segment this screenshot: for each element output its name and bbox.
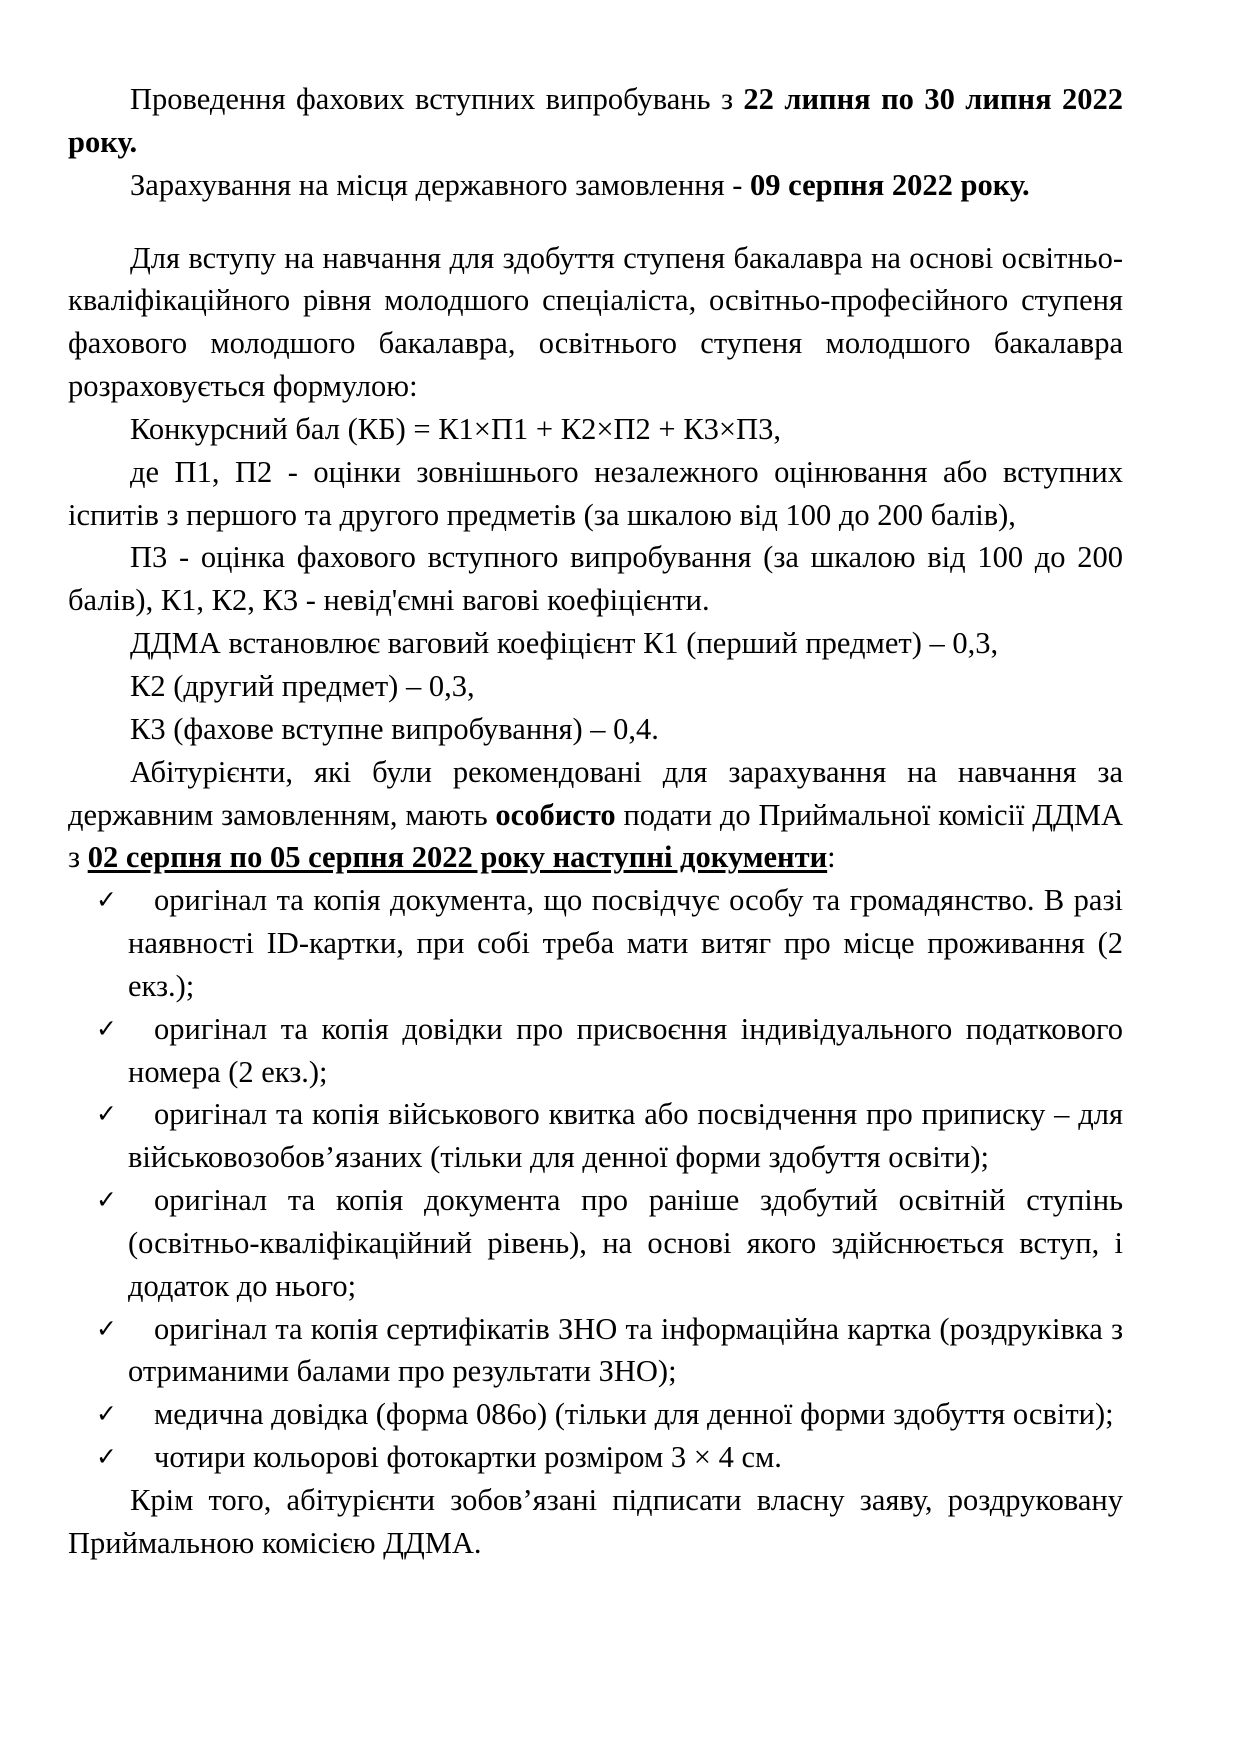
list-item-text: медична довідка (форма 086о) (тільки для денної форми здобуття освіти); [154, 1397, 1114, 1432]
list-item-text: оригінал та копія довідки про присвоєння індивідуального податкового номера (2 екз.); [128, 1011, 1123, 1089]
required-documents-list [68, 879, 1123, 1479]
coef-k1 [68, 622, 1123, 665]
text-run: К3 (фахове вступне випробування) – 0,4. [130, 711, 659, 746]
text-run: Конкурсний бал (КБ) = К1×П1 + К2×П2 + К3×П3, [130, 411, 781, 446]
text-run: : [827, 840, 836, 875]
check-icon: ✓ [96, 885, 117, 915]
text-run: ДДМА встановлює ваговий коефіцієнт К1 (перший предмет) – 0,3, [130, 626, 999, 661]
text-run: де П1, П2 - оцінки зовнішнього незалежного оцінювання або вступних іспитів з першого та другого предметів (за шкалою від 100 до 200 балів), [68, 454, 1123, 532]
text-run: П3 - оцінка фахового вступного випробування (за шкалою від 100 до 200 балів), К1, К2, К3 - невід'ємні вагові коефіцієнти. [68, 540, 1123, 618]
check-icon: ✓ [96, 1313, 117, 1343]
document-body [68, 78, 1123, 1565]
check-icon: ✓ [96, 1185, 117, 1215]
list-item [68, 1093, 1123, 1179]
check-icon: ✓ [96, 1099, 117, 1129]
submission-instruction [68, 751, 1123, 880]
intro-dates [68, 78, 1123, 164]
list-item-text: чотири кольорові фотокартки розміром 3 × 4 см. [154, 1440, 782, 1475]
coef-k2 [68, 665, 1123, 708]
p1-p2-definition [68, 451, 1123, 537]
text-run: Абітурієнти, які були рекомендовані для зарахування на навчання за державним замовленням, мають [68, 754, 1123, 832]
text-run: К2 (другий предмет) – 0,3, [130, 668, 475, 703]
bold-run: 22 липня по 30 липня 2022 року. [68, 82, 1123, 159]
list-item [68, 879, 1123, 1008]
list-item [68, 1436, 1123, 1479]
list-item-text: оригінал та копія документа про раніше здобутий освітній ступінь (освітньо-кваліфікаційний рівень), на основі якого здійснюється вступ, і додаток до нього; [128, 1183, 1123, 1303]
coef-k3 [68, 708, 1123, 751]
list-item [68, 1179, 1123, 1308]
bold-run [88, 840, 827, 874]
text-run: подати до Приймальної комісії ДДМА з [68, 797, 1123, 875]
list-item-text: оригінал та копія сертифікатів ЗНО та інформаційна картка (роздруківка з отриманими балами про результати ЗНО); [128, 1311, 1123, 1389]
underlined-run: 02 серпня по 05 серпня 2022 року наступні документи [87, 840, 828, 875]
formula [68, 408, 1123, 451]
text-run: Крім того, абітурієнти зобов’язані підписати власну заяву, роздруковану Приймальною комісією ДДМА. [68, 1483, 1123, 1560]
list-item [68, 1308, 1123, 1394]
closing-note [68, 1479, 1123, 1565]
list-item-text: оригінал та копія документа, що посвідчує особу та громадянство. В разі наявності ID-картки, при собі треба мати витяг про місце проживання (2 екз.); [128, 883, 1123, 1003]
admission-basis [68, 237, 1123, 408]
p3-definition [68, 536, 1123, 622]
paragraph-block-container [68, 78, 1123, 879]
enrolment-date [68, 164, 1123, 207]
list-item [68, 1393, 1123, 1436]
check-icon: ✓ [96, 1013, 117, 1043]
list-item [68, 1008, 1123, 1094]
text-run: Зарахування на місця державного замовлення - [130, 167, 751, 202]
bold-run: особисто [495, 797, 616, 832]
text-run: Проведення фахових вступних випробувань з [130, 82, 744, 116]
bold-run: 09 серпня 2022 року. [750, 167, 1030, 202]
text-run: Для вступу на навчання для здобуття ступеня бакалавра на основі освітньо-кваліфікаційного рівня молодшого спеціаліста, освітньо-професійного ступеня фахового молодшого бакалавра, освітнього ступеня молодшого бакалавра розраховується формулою: [68, 240, 1123, 404]
check-icon: ✓ [96, 1442, 117, 1472]
list-item-text: оригінал та копія військового квитка або посвідчення про приписку – для військовозобов’язаних (тільки для денної форми здобуття освіти); [128, 1097, 1123, 1175]
check-icon: ✓ [96, 1399, 117, 1429]
